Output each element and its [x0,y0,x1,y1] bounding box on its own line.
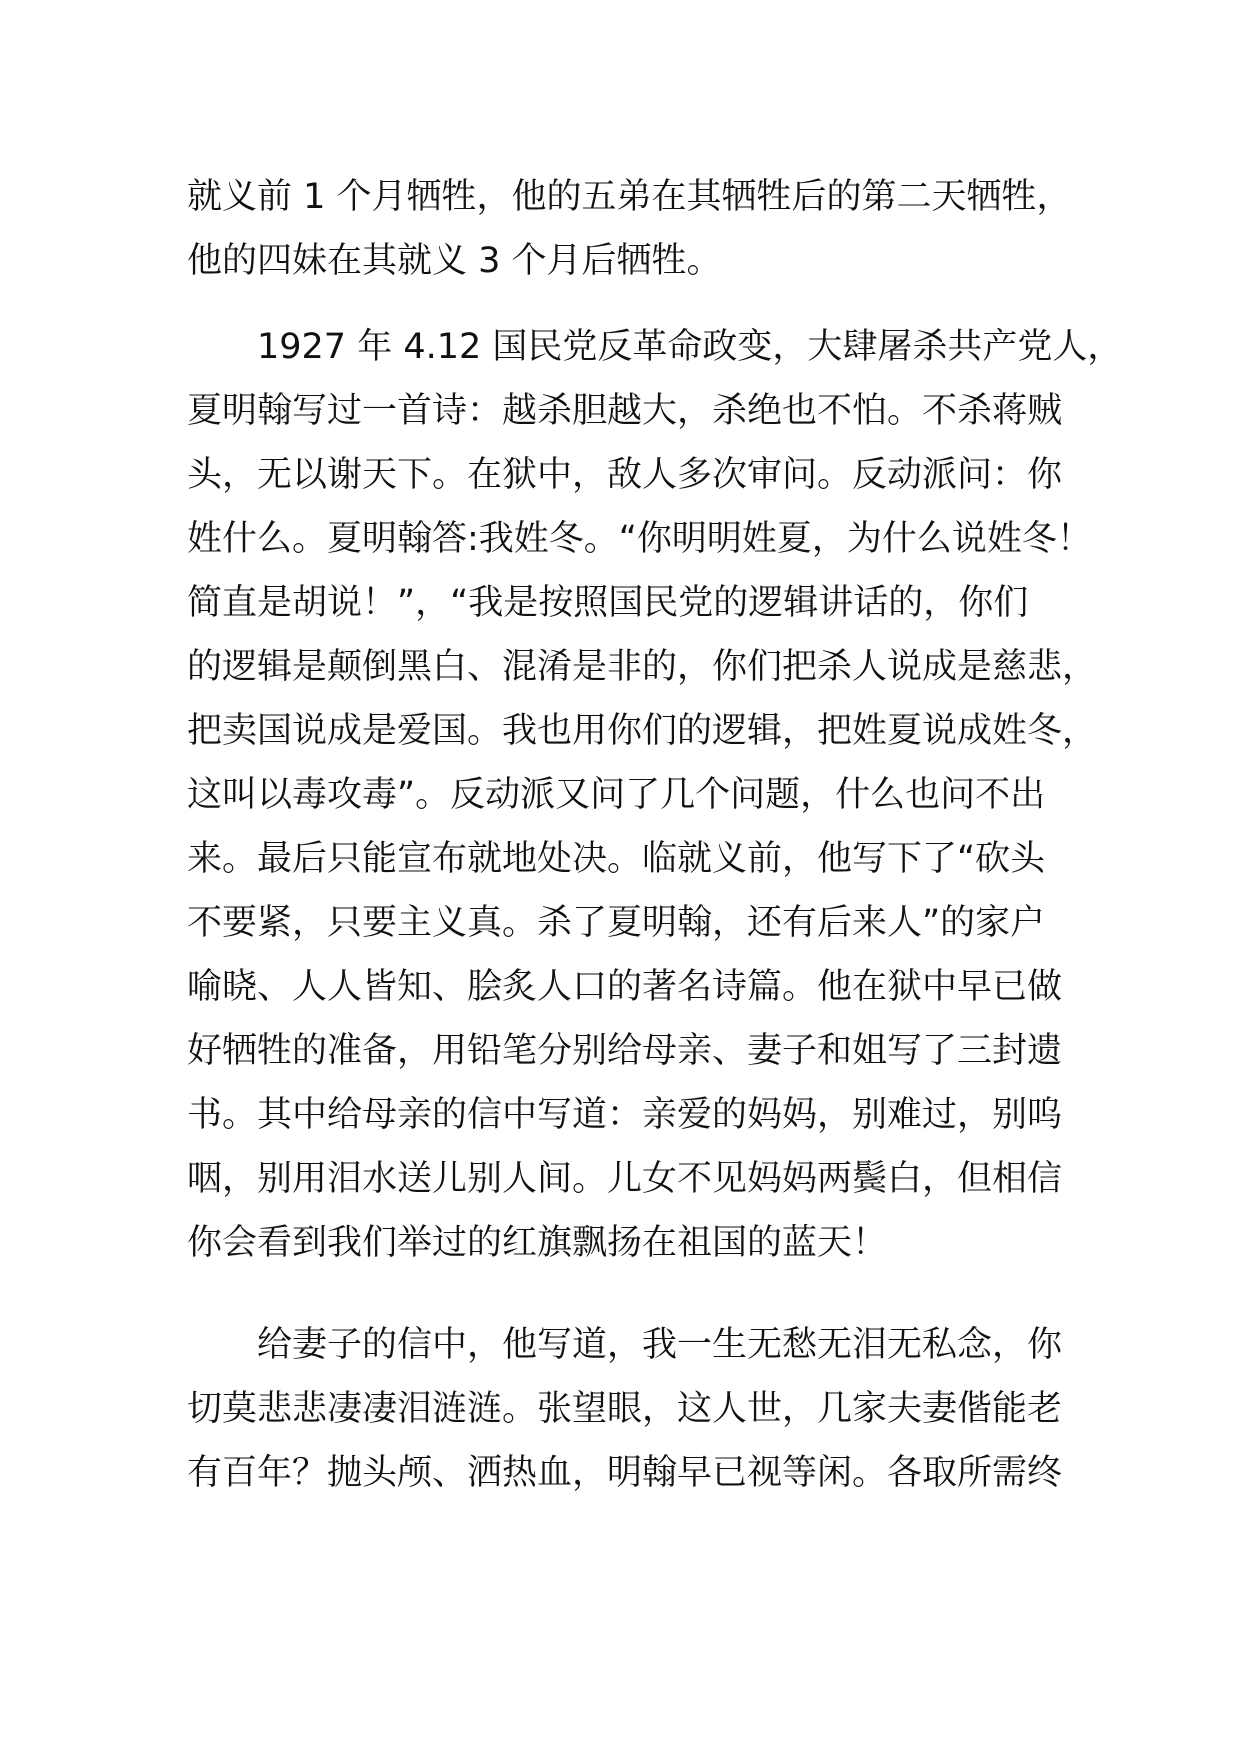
text-line: 你会看到我们举过的红旗飘扬在祖国的蓝天！ [187,1223,888,1263]
text-line: 这叫以毒攻毒”。反动派又问了几个问题，什么也问不出 [187,775,1046,815]
text-line: 他的四妹在其就义 3 个月后牺牲。 [187,241,722,281]
text-line: 好牺牲的准备，用铅笔分别给母亲、妻子和姐写了三封遗 [187,1031,1063,1071]
text-line: 就义前 1 个月牺牲，他的五弟在其牺牲后的第二天牺牲， [187,177,1072,217]
paragraph-1 [187,165,1072,293]
paragraph-2 [187,315,1123,1275]
text-line: 1927 年 4.12 国民党反革命政变，大肆屠杀共产党人， [257,327,1123,367]
text-line: 来。最后只能宣布就地处决。临就义前，他写下了“砍头 [187,839,1046,879]
text-line: 夏明翰写过一首诗：越杀胆越大，杀绝也不怕。不杀蒋贼 [187,391,1063,431]
text-line: 把卖国说成是爱国。我也用你们的逻辑，把姓夏说成姓冬， [187,711,1098,751]
text-line: 给妻子的信中，他写道，我一生无愁无泪无私念，你 [257,1325,1063,1365]
text-line: 不要紧，只要主义真。杀了夏明翰，还有后来人”的家户 [187,903,1046,943]
text-line: 有百年？抛头颅、洒热血，明翰早已视等闲。各取所需终 [187,1453,1063,1493]
text-line: 头，无以谢天下。在狱中，敌人多次审问。反动派问：你 [187,455,1063,495]
text-line: 切莫悲悲凄凄泪涟涟。张望眼，这人世，几家夫妻偕能老 [187,1389,1063,1429]
text-line: 姓什么。夏明翰答:我姓冬。“你明明姓夏，为什么说姓冬！ [187,519,1092,559]
text-line: 书。其中给母亲的信中写道：亲爱的妈妈，别难过，别呜 [187,1095,1063,1135]
text-line: 咽，别用泪水送儿别人间。儿女不见妈妈两鬓白，但相信 [187,1159,1063,1199]
text-line: 简直是胡说！”，“我是按照国民党的逻辑讲话的，你们 [187,583,1029,623]
paragraph-3 [187,1313,1067,1505]
text-line: 喻晓、人人皆知、脍炙人口的著名诗篇。他在狱中早已做 [187,967,1063,1007]
text-line: 的逻辑是颠倒黑白、混淆是非的，你们把杀人说成是慈悲， [187,647,1098,687]
